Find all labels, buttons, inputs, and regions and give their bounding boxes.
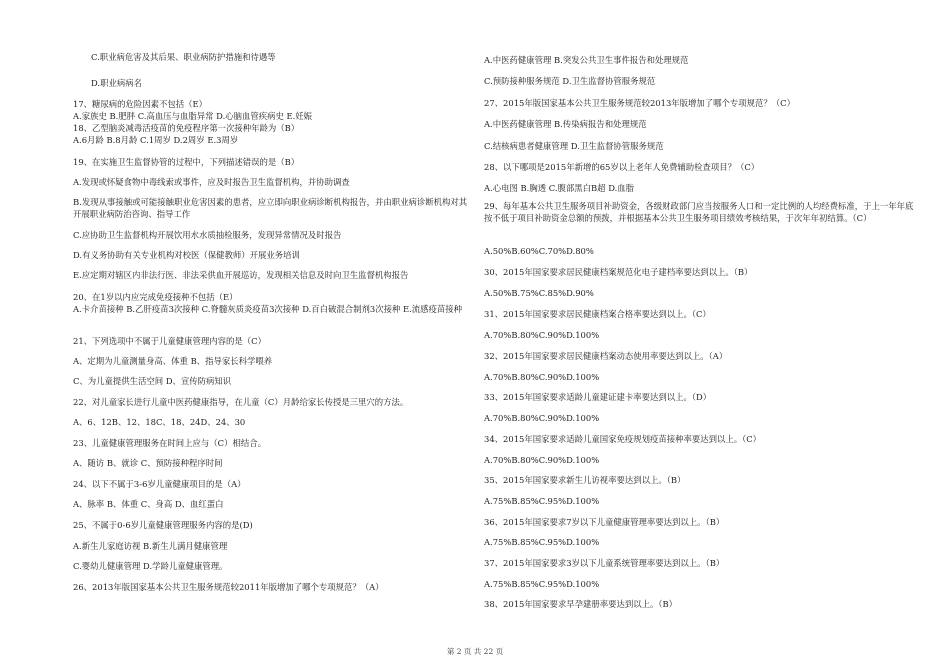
question: 29、每年基本公共卫生服务项目补助资金，各级财政部门应当按服务人口和一定比例的人均经费标准，于上一年年底按不低于项目补助资金总额的预拨，并根据基本公共卫生服务项目绩效考核结果，于次年年初结算。（C） <box>484 201 914 223</box>
options: A.新生儿家庭访视 B.新生儿满月健康管理 <box>73 541 228 551</box>
question: 23、儿童健康管理服务在时间上应与（C）相结合。 <box>73 438 266 448</box>
question: 24、以下不属于3-6岁儿童健康项目的是（A） <box>73 479 246 489</box>
options: A.50%B.60%C.70%D.80% <box>484 246 594 256</box>
options: A.中医药健康管理 B.突发公共卫生事件报告和处理规范 <box>484 55 689 65</box>
options: A.6月龄 B.8月龄 C.1周岁 D.2周岁 E.3周岁 <box>73 135 239 145</box>
option: C.应协助卫生监督机构开展饮用水水质抽检服务，发现异常情况及时报告 <box>73 230 342 240</box>
options: C、为儿童提供生活空间 D、宣传防病知识 <box>73 376 232 386</box>
question: 35、2015年国家要求新生儿访视率要达到以上。（B） <box>484 475 686 485</box>
options: A.70%B.80%C.90%D.100% <box>484 413 600 423</box>
option: B.发现从事接触或可能接触职业危害因素的患者，应立即向职业病诊断机构报告，并由职业病诊断机构对其开展职业病防治咨询、指导工作 <box>73 197 468 219</box>
options: A.卡介苗接种 B.乙肝疫苗3次接种 C.脊髓灰质炎疫苗3次接种 D.百白破混合制剂3次接种 E.流感疫苗接种 <box>73 304 463 314</box>
left-line: C.职业病危害及其后果、职业病防护措施和待遇等 <box>91 52 276 62</box>
options: A.心电图 B.胸透 C.腹部黑白B超 D.血脂 <box>484 183 635 193</box>
question: 28、以下哪项是2015年新增的65岁以上老年人免费辅助检查项目？（C） <box>484 162 760 172</box>
question: 17、糖尿病的危险因素不包括（E） <box>73 99 208 109</box>
options: A.70%B.80%C.90%D.100% <box>484 330 600 340</box>
options: A、6、12B、12、18C、18、24D、24、30 <box>73 417 246 427</box>
option: A.发现或怀疑食物中毒线索或事件，应及时报告卫生监督机构，并协助调查 <box>73 177 350 187</box>
question: 19、在实施卫生监督协管的过程中，下列描述错误的是（B） <box>73 157 300 167</box>
options: A.75%B.85%C.95%D.100% <box>484 579 600 589</box>
options: C.结核病患者健康管理 D.卫生监督协管服务规范 <box>484 141 664 151</box>
question: 36、2015年国家要求7岁以下儿童健康管理率要达到以上。（B） <box>484 517 725 527</box>
options: A、定期为儿童测量身高、体重 B、指导家长科学喂养 <box>73 356 273 366</box>
option: E.应定期对辖区内非法行医、非法采供血开展巡访，发现相关信息及时向卫生监督机构报告 <box>73 270 409 280</box>
question: 38、2015年国家要求早孕建册率要达到以上。（B） <box>484 599 678 609</box>
options: C.预防接种服务规范 D.卫生监督协管服务规范 <box>484 76 656 86</box>
options: A.家族史 B.肥胖 C.高血压与血脂异常 D.心脑血管疾病史 E.妊娠 <box>73 111 313 121</box>
question: 33、2015年国家要求适龄儿童建证建卡率要达到以上。（D） <box>484 392 712 402</box>
question: 26、2013年版国家基本公共卫生服务规范较2011年版增加了哪个专项规范？（A） <box>73 582 384 592</box>
question: 32、2015年国家要求居民健康档案动态使用率要达到以上。（A） <box>484 351 728 361</box>
options: A.70%B.80%C.90%D.100% <box>484 455 600 465</box>
question: 25、不属于0-6岁儿童健康管理服务内容的是(D) <box>73 520 253 530</box>
option: D.有义务协助有关专业机构对校医（保健教师）开展业务培训 <box>73 250 300 260</box>
options: C.婴幼儿健康管理 D.学龄儿童健康管理。 <box>73 561 228 571</box>
options: A.70%B.80%C.90%D.100% <box>484 372 600 382</box>
left-line: D.职业病病名 <box>91 78 142 88</box>
question: 22、对儿童家长进行儿童中医药健康指导，在儿童（C）月龄给家长传授是三里穴的方法。 <box>73 397 409 407</box>
options: A、随访 B、就诊 C、预防接种程序时间 <box>73 458 223 468</box>
options: A、脉率 B、体重 C、身高 D、血红蛋白 <box>73 499 224 509</box>
question: 37、2015年国家要求3岁以下儿童系统管理率要达到以上。（B） <box>484 558 725 568</box>
question: 20、在1岁以内应完成免疫接种不包括（E） <box>73 292 238 302</box>
options: A.50%B.75%C.85%D.90% <box>484 288 594 298</box>
question: 18、乙型脑炎减毒活疫苗的免疫程序第一次接种年龄为（B） <box>73 123 300 133</box>
question: 21、下列选项中不属于儿童健康管理内容的是（C） <box>73 336 266 346</box>
options: A.中医药健康管理 B.传染病报告和处理规范 <box>484 119 647 129</box>
page-footer: 第 2 页 共 22 页 <box>446 647 504 656</box>
question: 27、2015年版国家基本公共卫生服务规范较2013年版增加了哪个专项规范？（C） <box>484 98 795 108</box>
options: A.75%B.85%C.95%D.100% <box>484 496 600 506</box>
question: 31、2015年国家要求居民健康档案合格率要达到以上。（C） <box>484 309 711 319</box>
question: 30、2015年国家要求居民健康档案规范化电子建档率要达到以上。（B） <box>484 267 753 277</box>
question: 34、2015年国家要求适龄儿童国家免疫规划疫苗接种率要达到以上。（C） <box>484 434 762 444</box>
options: A.75%B.85%C.95%D.100% <box>484 537 600 547</box>
